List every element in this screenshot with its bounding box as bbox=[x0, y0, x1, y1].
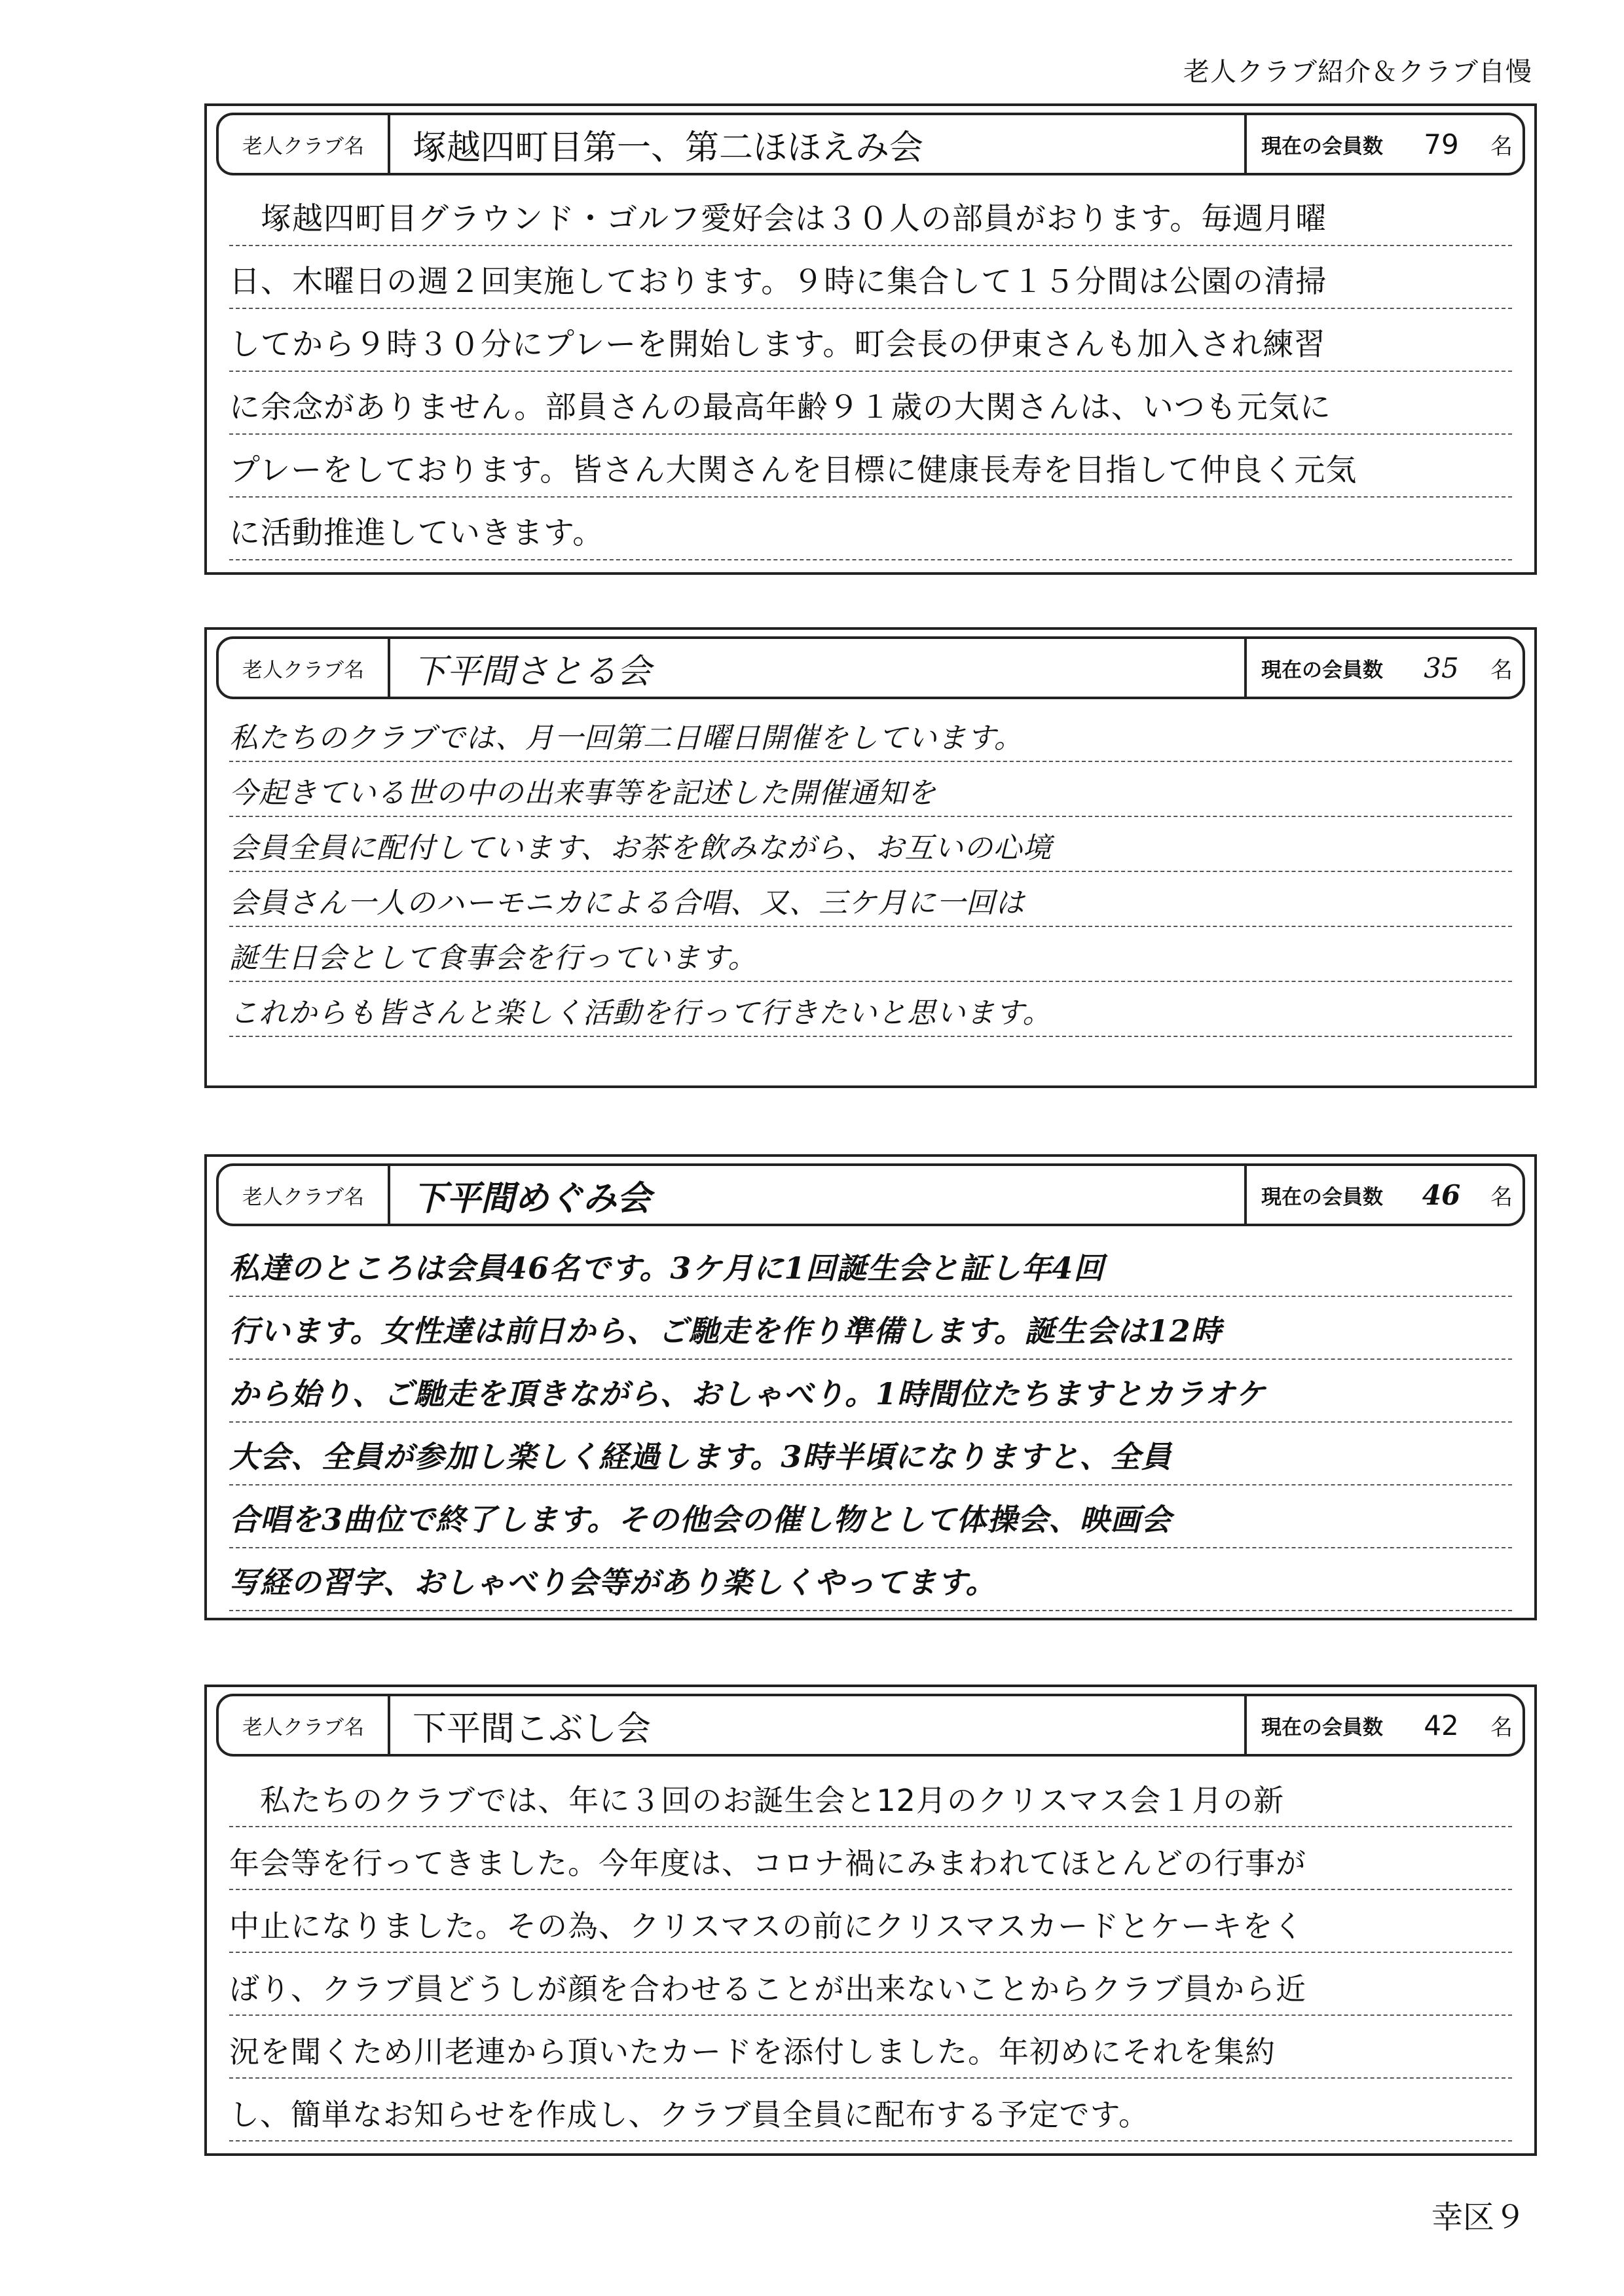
club-name: 下平間さとる会 bbox=[413, 651, 652, 691]
description-line: 日、木曜日の週２回実施しております。９時に集合して１５分間は公園の清掃 bbox=[229, 246, 1512, 309]
club-name-label: 老人クラブ名 bbox=[219, 639, 390, 697]
club-card-header bbox=[216, 1694, 1525, 1757]
member-count bbox=[1244, 1166, 1522, 1224]
club-description bbox=[207, 1757, 1534, 2153]
club-description bbox=[207, 1226, 1534, 1623]
description-line: プレーをしております。皆さん大関さんを目標に健康長寿を目指して仲良く元気 bbox=[229, 435, 1512, 498]
member-count-value: 79 bbox=[1424, 128, 1459, 160]
club-card-header bbox=[216, 1163, 1525, 1226]
club-name: 下平間めぐみ会 bbox=[413, 1178, 652, 1218]
description-line: 中止になりました。その為、クリスマスの前にクリスマスカードとケーキをく bbox=[229, 1890, 1512, 1953]
description-line: 年会等を行ってきました。今年度は、コロナ禍にみまわれてほとんどの行事が bbox=[229, 1827, 1512, 1890]
description-line: 会員全員に配付しています、お茶を飲みながら、お互いの心境 bbox=[229, 817, 1512, 872]
page-number: 幸区９ bbox=[1431, 2199, 1526, 2236]
description-line: 私たちのクラブでは、年に３回のお誕生会と12月のクリスマス会１月の新 bbox=[229, 1764, 1512, 1827]
member-count-label: 現在の会員数 bbox=[1261, 1185, 1383, 1209]
club-card bbox=[204, 103, 1537, 575]
description-line: 合唱を3曲位で終了します。その他会の催し物として体操会、映画会 bbox=[229, 1485, 1512, 1548]
member-count-label: 現在の会員数 bbox=[1261, 1715, 1383, 1740]
member-count-value: 35 bbox=[1424, 651, 1459, 684]
description-line: これからも皆さんと楽しく活動を行って行きたいと思います。 bbox=[229, 982, 1512, 1037]
description-line: 今起きている世の中の出来事等を記述した開催通知を bbox=[229, 762, 1512, 817]
member-count-label: 現在の会員数 bbox=[1261, 134, 1383, 158]
club-name: 塚越四町目第一、第二ほほえみ会 bbox=[413, 128, 924, 168]
description-line: 大会、全員が参加し楽しく経過します。3時半頃になりますと、全員 bbox=[229, 1423, 1512, 1485]
club-name: 下平間こぶし会 bbox=[413, 1709, 652, 1749]
club-card bbox=[204, 627, 1537, 1088]
description-line: 行います。女性達は前日から、ご馳走を作り準備します。誕生会は12時 bbox=[229, 1297, 1512, 1360]
description-line: 私達のところは会員46名です。3ケ月に1回誕生会と証し年4回 bbox=[229, 1234, 1512, 1297]
member-count-value: 42 bbox=[1424, 1709, 1459, 1741]
club-name-label: 老人クラブ名 bbox=[219, 1696, 390, 1754]
member-count bbox=[1244, 1696, 1522, 1754]
page-header: 老人クラブ紹介＆クラブ自慢 bbox=[1183, 57, 1532, 87]
member-count-unit: 名 bbox=[1490, 1184, 1513, 1211]
description-line: 塚越四町目グラウンド・ゴルフ愛好会は３０人の部員がおります。毎週月曜 bbox=[229, 183, 1512, 246]
member-count-unit: 名 bbox=[1490, 133, 1513, 160]
description-line: 誕生日会として食事会を行っています。 bbox=[229, 927, 1512, 982]
member-count-value: 46 bbox=[1422, 1178, 1461, 1211]
description-line: し、簡単なお知らせを作成し、クラブ員全員に配布する予定です。 bbox=[229, 2079, 1512, 2141]
description-line: に活動推進していきます。 bbox=[229, 498, 1512, 560]
club-card bbox=[204, 1685, 1537, 2156]
club-description bbox=[207, 699, 1534, 1049]
member-count bbox=[1244, 115, 1522, 173]
member-count-unit: 名 bbox=[1490, 657, 1513, 683]
description-line: してから９時３０分にプレーを開始します。町会長の伊東さんも加入され練習 bbox=[229, 309, 1512, 372]
description-line: ばり、クラブ員どうしが顔を合わせることが出来ないことからクラブ員から近 bbox=[229, 1953, 1512, 2016]
club-card-header bbox=[216, 636, 1525, 699]
description-line: から始り、ご馳走を頂きながら、おしゃべり。1時間位たちますとカラオケ bbox=[229, 1360, 1512, 1423]
description-line: 写経の習字、おしゃべり会等があり楽しくやってます。 bbox=[229, 1548, 1512, 1611]
description-line: 況を聞くため川老連から頂いたカードを添付しました。年初めにそれを集約 bbox=[229, 2016, 1512, 2079]
club-card-header bbox=[216, 113, 1525, 175]
club-card bbox=[204, 1154, 1537, 1620]
member-count bbox=[1244, 639, 1522, 697]
description-line: に余念がありません。部員さんの最高年齢９１歳の大関さんは、いつも元気に bbox=[229, 372, 1512, 435]
club-name-label: 老人クラブ名 bbox=[219, 115, 390, 173]
club-name-label: 老人クラブ名 bbox=[219, 1166, 390, 1224]
member-count-label: 現在の会員数 bbox=[1261, 658, 1383, 682]
member-count-unit: 名 bbox=[1490, 1714, 1513, 1741]
description-line: 私たちのクラブでは、月一回第二日曜日開催をしています。 bbox=[229, 707, 1512, 762]
club-description bbox=[207, 175, 1534, 572]
description-line: 会員さん一人のハーモニカによる合唱、又、三ケ月に一回は bbox=[229, 872, 1512, 927]
